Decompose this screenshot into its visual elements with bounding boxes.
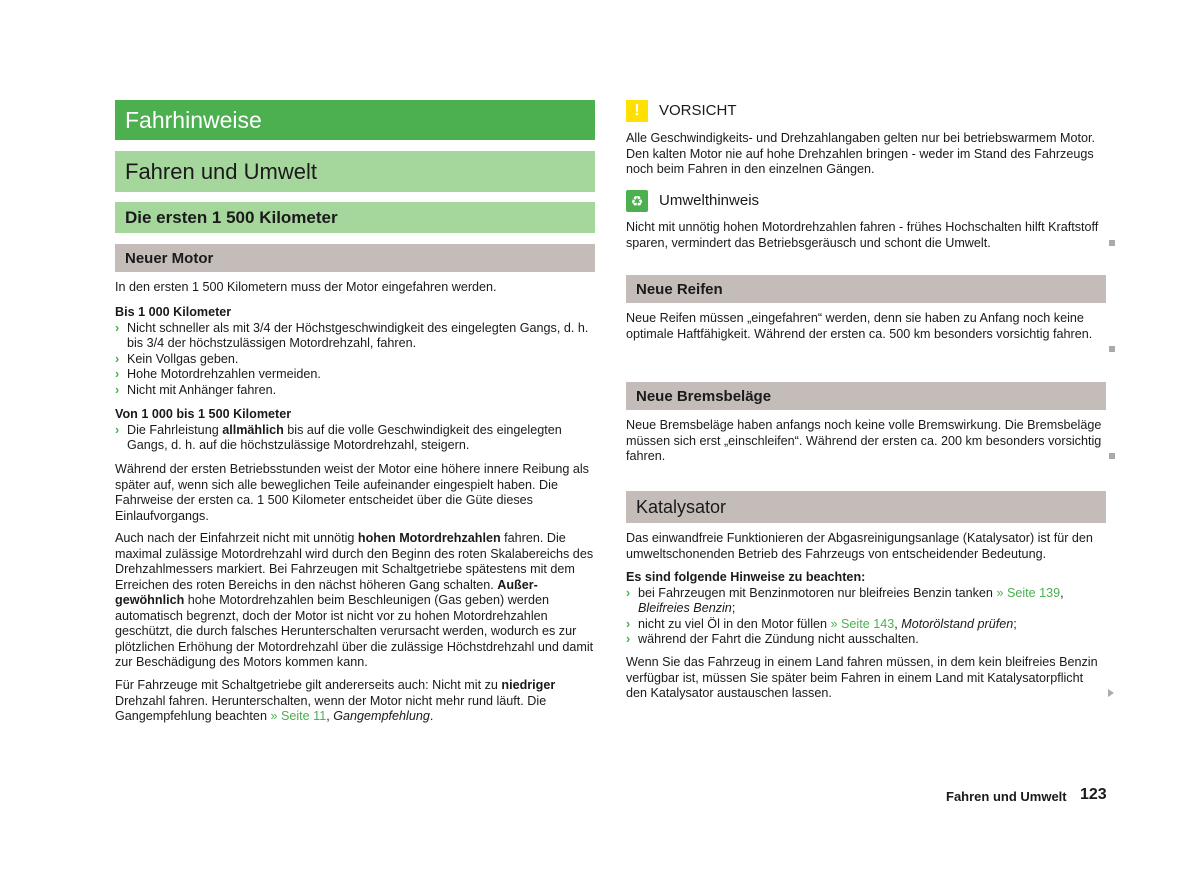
catalyst-sub-heading: Es sind folgende Hinweise zu beachten: [626,570,866,584]
environment-icon: ♻ [626,190,648,212]
chapter-heading: Fahrhinweise [115,100,595,140]
catalyst-paragraph: Wenn Sie das Fahrzeug in einem Land fahren müssen, in dem kein bleifreies Benzin verfügbar ist, müssen Sie später beim Fahren in einem Land mit Katalysatorpflicht den Katalysator austauschen lassen. [626,655,1098,700]
arrow-icon: › [115,367,120,381]
list-item: › nicht zu viel Öl in den Motor füllen » Seite 143, Motorölstand prüfen; [626,616,1017,631]
environment-text: Nicht mit unnötig hohen Motordrehzahlen fahren - frühes Hochschalten hilft Kraftstoff sparen, vermindert das Betriebsgeräusch und schont die Umwelt. [626,220,1099,250]
paragraph-low-rpm: Für Fahrzeuge mit Schaltgetriebe gilt andererseits auch: Nicht mit zu niedriger Drehzahl fahren. Herunterschalten, wenn der Motor nicht mehr rund läuft. Die Gangempfehlung beachten » Seite 11, Gangempfehlung. [115,678,556,723]
section-end-icon [1109,240,1115,246]
list-item: › Nicht schneller als mit 3/4 der Höchstgeschwindigkeit des eingelegten Gangs, d. h. bis 3/4 der höchstzulässigen Motordrehzahl, fahren. [115,320,589,350]
page-link-139[interactable]: » Seite 139 [996,585,1061,600]
arrow-icon: › [115,320,120,335]
sub-heading-2: Von 1 000 bis 1 500 Kilometer [115,407,292,421]
catalyst-text: Das einwandfreie Funktionieren der Abgasreinigungsanlage (Katalysator) ist für den umweltschonenden Betrieb des Fahrzeugs von entscheidender Bedeutung. [626,531,1093,561]
environment-title: Umwelthinweis [659,192,760,209]
arrow-icon: › [626,616,631,631]
break-in-list-2 [115,407,595,454]
section-end-icon [1109,346,1115,352]
topic-heading-neuer-motor: Neuer Motor [115,244,595,272]
intro-paragraph: In den ersten 1 500 Kilometern muss der Motor eingefahren werden. [115,280,497,294]
catalyst-list [626,570,1106,648]
page-link-143[interactable]: » Seite 143 [830,616,895,631]
section-end-icon [1109,453,1115,459]
list-item: › während der Fahrt die Zündung nicht ausschalten. [626,632,919,646]
break-in-list-1 [115,305,595,398]
list-item: › Hohe Motordrehzahlen vermeiden. [115,367,321,381]
list-item: › Nicht mit Anhänger fahren. [115,382,277,397]
tires-text: Neue Reifen müssen „eingefahren“ werden, denn sie haben zu Anfang noch keine optimale Haftfähigkeit. Während der ersten ca. 500 km besonders vorsichtig fahren. [626,311,1093,341]
subsection-heading: Die ersten 1 500 Kilometer [115,202,595,233]
brakes-text: Neue Bremsbeläge haben anfangs noch keine volle Bremswirkung. Die Bremsbeläge müssen sich erst „einschleifen“. Während der ersten ca. 200 km besonders vorsichtig fahren. [626,418,1102,463]
topic-heading-neue-bremsbelaege: Neue Bremsbeläge [626,382,1106,410]
topic-heading-katalysator: Katalysator [626,491,1106,523]
paragraph-rpm: Auch nach der Einfahrzeit nicht mit unnötig hohen Motordrehzahlen fahren. Die maximal zulässige Motordrehzahl wird durch den Beginn des roten Skalabereichs des Drehzahlmessers markiert. Bei Fahrzeugen mit Schaltgetriebe spätestens mit dem Erreichen des roten Bereichs in den nächst höheren Gang schalten. Außer-gewöhnlich hohe Motordrehzahlen beim Beschleunigen (Gas geben) werden automatisch begrenzt, doch der Motor ist nicht vor zu hohen Motordrehzahlen geschützt, die durch falsches Herunterschalten verursacht werden, wodurch es zur plötzlichen Erhöhung der Motordrehzahl über die zulässige Höchstdrehzahl und damit zur Beschädigung des Motors kommen kann. [115,531,594,669]
page-number: 123 [1080,786,1107,803]
topic-heading-neue-reifen: Neue Reifen [626,275,1106,303]
list-item: › bei Fahrzeugen mit Benzinmotoren nur bleifreies Benzin tanken » Seite 139, Bleifreies Benzin; [626,585,1064,615]
page-link-11[interactable]: » Seite 11 [270,709,327,723]
list-item: › Die Fahrleistung allmählich bis auf die volle Geschwindigkeit des eingelegten Gangs, d. h. auf die höchstzulässige Motordrehzahl, steigern. [115,422,562,452]
arrow-icon: › [626,585,631,600]
sub-heading-1: Bis 1 000 Kilometer [115,305,232,319]
warning-text: Alle Geschwindigkeits- und Drehzahlangaben gelten nur bei betriebswarmem Motor. Den kalten Motor nie auf hohe Drehzahlen bringen - weder im Stand des Fahrzeugs noch beim Fahren in den einzelnen Gängen. [626,131,1096,176]
arrow-icon: › [626,632,631,646]
paragraph-friction: Während der ersten Betriebsstunden weist der Motor eine höhere innere Reibung als später auf, wenn sich alle beweglichen Teile aufeinander eingespielt haben. Die Fahrweise der ersten ca. 1 500 Kilometer entscheidet über die Güte dieses Einlaufvorgangs. [115,462,589,523]
warning-title: VORSICHT [659,102,737,119]
arrow-icon: › [115,422,120,437]
footer-section-label: Fahren und Umwelt [946,789,1067,804]
arrow-icon: › [115,351,120,366]
arrow-icon: › [115,382,120,397]
section-heading: Fahren und Umwelt [115,151,595,192]
continue-icon [1108,689,1114,697]
list-item: › Kein Vollgas geben. [115,351,239,366]
warning-icon: ! [626,100,648,122]
